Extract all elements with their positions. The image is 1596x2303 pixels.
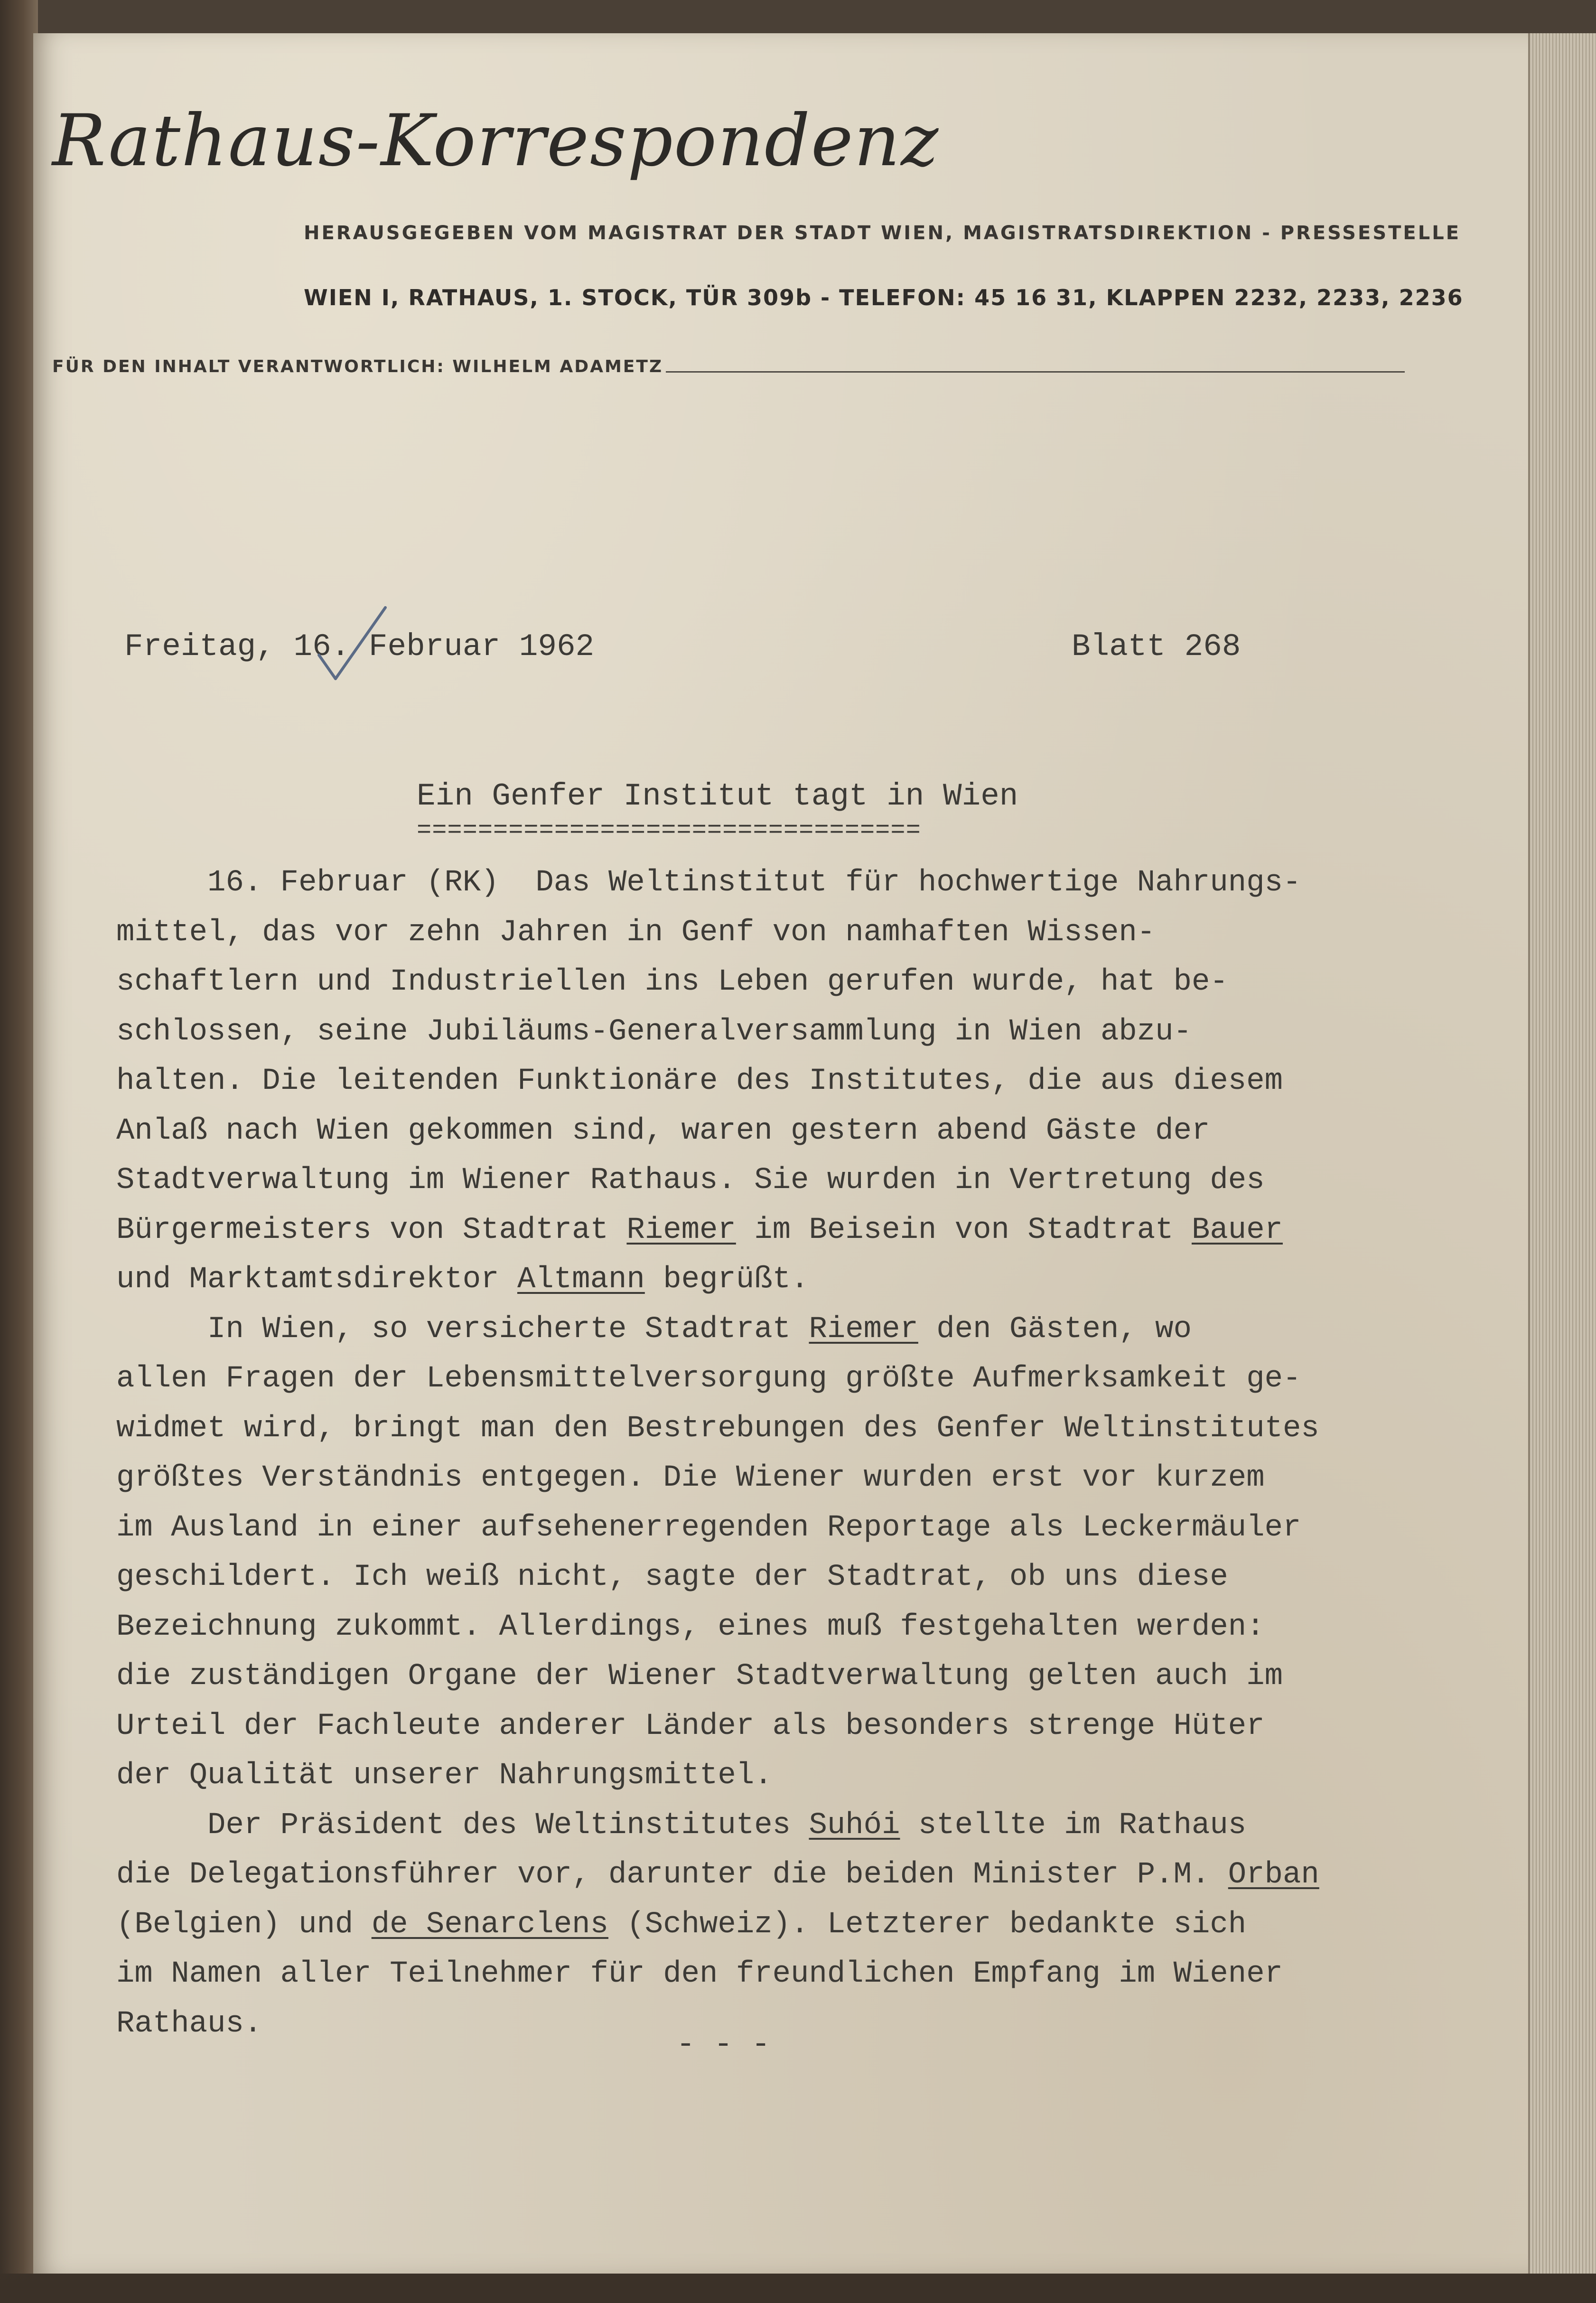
dateline: Freitag, 16. Februar 1962 <box>124 629 595 665</box>
body-line <box>116 1900 1319 1950</box>
page-edges <box>1528 33 1596 2274</box>
underlined-name: Riemer <box>626 1213 736 1247</box>
body-text: die Delegationsführer vor, darunter die beiden Minister P.M. <box>116 1858 1228 1892</box>
body-line: halten. Die leitenden Funktionäre des Institutes, die aus diesem <box>116 1064 1283 1098</box>
body-text: (Belgien) und <box>116 1907 372 1942</box>
underlined-name: Bauer <box>1191 1213 1283 1247</box>
body-line <box>116 1801 1319 1851</box>
body-text: In Wien, so versicherte Stadtrat <box>116 1312 809 1347</box>
underlined-name: Suhói <box>809 1808 900 1843</box>
body-line: geschildert. Ich weiß nicht, sagte der Stadtrat, ob uns diese <box>116 1560 1228 1594</box>
body-text: den Gästen, wo <box>918 1312 1192 1347</box>
body-line: widmet wird, bringt man den Bestrebungen des Genfer Weltinstitutes <box>116 1411 1319 1446</box>
body-line: die zuständigen Organe der Wiener Stadtverwaltung gelten auch im <box>116 1659 1283 1694</box>
body-line: Stadtverwaltung im Wiener Rathaus. Sie wurden in Vertretung des <box>116 1163 1265 1198</box>
body-line: im Ausland in einer aufsehenerregenden Reportage als Leckermäuler <box>116 1510 1301 1545</box>
end-mark: - - - <box>676 2027 771 2062</box>
body-text: im Beisein von Stadtrat <box>736 1213 1192 1247</box>
body-text: stellte im Rathaus <box>900 1808 1247 1843</box>
address-line: WIEN I, RATHAUS, 1. STOCK, TÜR 309b - TELEFON: 45 16 31, KLAPPEN 2232, 2233, 2236 <box>304 285 1464 310</box>
publisher-line: HERAUSGEGEBEN VOM MAGISTRAT DER STADT WIEN, MAGISTRATSDIREKTION - PRESSESTELLE <box>304 222 1461 244</box>
body-text: Bürgermeisters von Stadtrat <box>116 1213 627 1247</box>
body-line: mittel, das vor zehn Jahren in Genf von namhaften Wissen- <box>116 915 1156 950</box>
body-line <box>116 1255 1319 1305</box>
article-title: Ein Genfer Institut tagt in Wien <box>417 778 1018 814</box>
body-line: allen Fragen der Lebensmittelversorgung größte Aufmerksamkeit ge- <box>116 1362 1301 1396</box>
body-line <box>116 1850 1319 1900</box>
body-line: größtes Verständnis entgegen. Die Wiener wurden erst vor kurzem <box>116 1461 1265 1495</box>
body-line: Anlaß nach Wien gekommen sind, waren gestern abend Gäste der <box>116 1114 1210 1148</box>
body-line: Rathaus. <box>116 2006 262 2041</box>
bottom-shadow <box>0 2274 1596 2303</box>
body-text: (Schweiz). Letzterer bedankte sich <box>608 1907 1247 1942</box>
body-line: im Namen aller Teilnehmer für den freundlichen Empfang im Wiener <box>116 1957 1283 1991</box>
body-line: schlossen, seine Jubiläums-Generalversammlung in Wien abzu- <box>116 1014 1192 1049</box>
body-line <box>116 1305 1319 1355</box>
underlined-name: Orban <box>1228 1858 1319 1892</box>
body-line <box>116 1206 1319 1255</box>
responsible-row <box>52 357 1405 376</box>
responsible-editor: FÜR DEN INHALT VERANTWORTLICH: WILHELM ADAMETZ <box>52 357 663 376</box>
body-text: begrüßt. <box>644 1263 809 1297</box>
underlined-name: Riemer <box>809 1312 918 1347</box>
body-line: Bezeichnung zukommt. Allerdings, eines muß festgehalten werden: <box>116 1610 1265 1644</box>
body-line: Urteil der Fachleute anderer Länder als besonders strenge Hüter <box>116 1709 1265 1743</box>
binding-gutter <box>0 0 38 2303</box>
sheet-number: Blatt 268 <box>1072 629 1241 665</box>
article-body <box>116 858 1319 2049</box>
underlined-name: de Senarclens <box>371 1907 608 1942</box>
body-text: und Marktamtsdirektor <box>116 1263 517 1297</box>
body-line: schaftlern und Industriellen ins Leben gerufen wurde, hat be- <box>116 965 1228 999</box>
masthead: Rathaus-Korrespondenz <box>52 100 940 182</box>
underlined-name: Altmann <box>517 1263 645 1297</box>
letterhead-rule <box>666 371 1405 373</box>
title-underline: ================================= <box>417 816 921 844</box>
body-line: der Qualität unserer Nahrungsmittel. <box>116 1759 773 1793</box>
body-text: Der Präsident des Weltinstitutes <box>116 1808 809 1843</box>
body-line: 16. Februar (RK) Das Weltinstitut für hochwertige Nahrungs- <box>116 866 1301 900</box>
check-mark-icon <box>314 603 390 688</box>
